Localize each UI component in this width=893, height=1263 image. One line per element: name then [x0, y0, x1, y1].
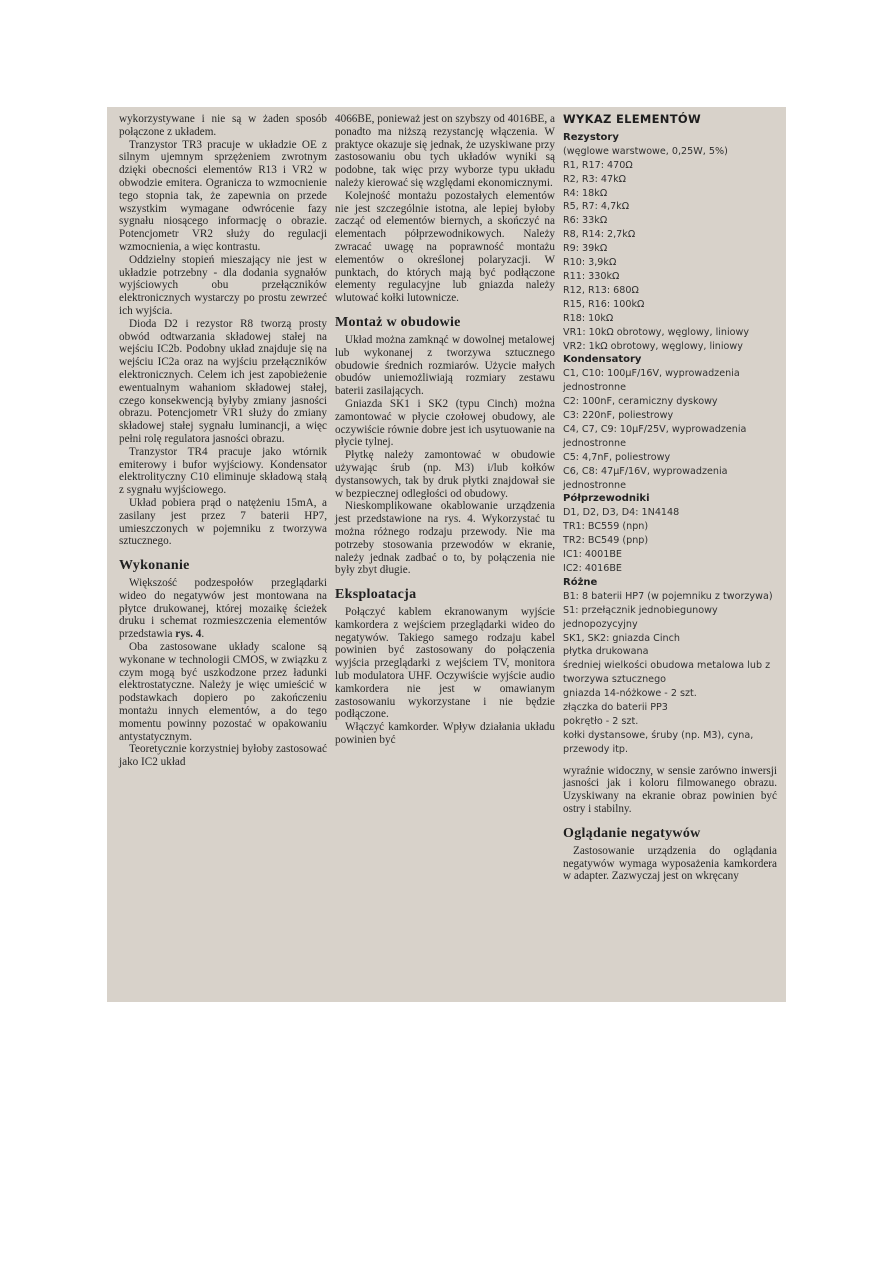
parts-list-item: średniej wielkości obudowa metalowa lub z tworzywa sztucznego	[563, 660, 771, 686]
paragraph-text: Tranzystor TR4 pracuje jako wtórnik emiterowy i bufor wyjściowy. Kondensator elektrolityczny C10 eliminuje składową stałą z sygnału wyjściowego.	[119, 445, 327, 497]
paragraph	[335, 449, 555, 500]
parts-list-item: C4, C7, C9: 10µF/25V, wyprowadzenia jednostronne	[563, 423, 747, 449]
parts-list-item: R4: 18kΩ	[563, 187, 608, 199]
parts-list-item: (węglowe warstwowe, 0,25W, 5%)	[563, 145, 728, 157]
paragraph	[335, 606, 555, 721]
parts-list-title: WYKAZ ELEMENTÓW	[563, 112, 701, 126]
parts-list-item: TR2: BC549 (pnp)	[563, 535, 649, 547]
paragraph	[119, 641, 327, 743]
paragraph	[119, 139, 327, 254]
parts-list-item: złączka do baterii PP3	[563, 702, 668, 714]
paragraph-text: Teoretycznie korzystniej byłoby zastosować jako IC2 układ	[119, 743, 327, 769]
parts-list-item: R15, R16: 100kΩ	[563, 298, 645, 310]
paragraph	[119, 497, 327, 548]
parts-list-item: R12, R13: 680Ω	[563, 284, 639, 296]
parts-list-item: D1, D2, D3, D4: 1N4148	[563, 507, 680, 519]
paragraph: wyraźnie widoczny, w sensie zarówno inwersji jasności jak i koloru filmowanego obrazu. Uzyskiwany na ekranie obraz powinien być ostry i stabilny.	[563, 764, 777, 816]
paragraph	[335, 398, 555, 449]
paragraph-text: Kolejność montażu pozostałych elementów nie jest szczególnie istotna, ale lepiej byłoby zacząć od elementów biernych, a skończyć na elementach półprzewodnikowych. Należy zwracać uwagę na poprawność montażu elementów o określonej polaryzacji. W punktach, do których mają być podłączone elementy regulacyjne lub gniazda należy wlutować kołki lutownicze.	[335, 189, 555, 305]
column-3	[563, 113, 777, 883]
parts-list-item: R2, R3: 47kΩ	[563, 173, 627, 185]
paragraph	[119, 318, 327, 446]
paragraph-text-part: .	[201, 628, 205, 641]
parts-group-resistors	[563, 145, 777, 354]
parts-group-heading: Kondensatory	[563, 354, 642, 366]
section-heading-wykonanie: Wykonanie	[119, 558, 190, 574]
parts-list-item: S1: przełącznik jednobiegunowy jednopozycyjny	[563, 604, 718, 630]
parts-list-item: C5: 4,7nF, poliestrowy	[563, 451, 671, 463]
parts-list-item: płytka drukowana	[563, 646, 649, 658]
paragraph-text: Oddzielny stopień mieszający nie jest w układzie potrzebny - dla dodania sygnałów wyjściowych obu przełączników elektronicznych wystarczy po prostu zewrzeć ich wyjścia.	[119, 253, 327, 317]
parts-list-item: gniazda 14-nóżkowe - 2 szt.	[563, 688, 697, 700]
parts-list-item: C1, C10: 100µF/16V, wyprowadzenia jednostronne	[563, 368, 740, 394]
paragraph	[563, 845, 777, 883]
parts-list-item: R1, R17: 470Ω	[563, 159, 633, 171]
paragraph	[335, 721, 555, 747]
parts-group-semiconductors	[563, 506, 777, 576]
paragraph	[335, 500, 555, 577]
paragraph-text: Zastosowanie urządzenia do oglądania negatywów wymaga wyposażenia kamkordera w adapter. Zazwyczaj jest on wkręcany	[563, 844, 777, 883]
parts-list-item: C6, C8: 47µF/16V, wyprowadzenia jednostronne	[563, 465, 728, 491]
paragraph-text: Płytkę należy zamontować w obudowie używając śrub (np. M3) i/lub kołków dystansowych, tak by druk płytki znajdował sie w bezpiecznej odległości od obudowy.	[335, 449, 555, 500]
column-1	[119, 113, 327, 769]
paragraph-text: Nieskomplikowane okablowanie urządzenia jest przedstawione na rys. 4. Wykorzystać tu można różnego rodzaju przewody. Nie ma potrzeby stosowania przewodów w ekranie, należy jednak zadbać o to, by połączenia nie były zbyt długie.	[335, 500, 555, 577]
paragraph-text-part: Większość podzespołów przeglądarki wideo do negatywów jest montowana na płytce drukowanej, której mozaikę ścieżek druku i schemat rozmieszczenia elementów przedstawia	[119, 577, 327, 641]
paragraph-text: Gniazda SK1 i SK2 (typu Cinch) można zamontować w płycie czołowej obudowy, ale oczywiście równie dobre jest ich usytuowanie na płycie tylnej.	[335, 397, 555, 449]
parts-list-item: C2: 100nF, ceramiczny dyskowy	[563, 396, 718, 408]
parts-list-item: R6: 33kΩ	[563, 215, 608, 227]
parts-list-item: IC1: 4001BE	[563, 549, 622, 561]
parts-list-item: R9: 39kΩ	[563, 243, 608, 255]
parts-list-item: VR2: 1kΩ obrotowy, węglowy, liniowy	[563, 340, 743, 352]
parts-group-heading: Różne	[563, 576, 598, 588]
paragraph: wykorzystywane i nie są w żaden sposób połączone z układem.	[119, 113, 327, 138]
paragraph	[119, 254, 327, 318]
paragraph: 4066BE, ponieważ jest on szybszy od 4016BE, a ponadto ma niższą rezystancję włączenia. W praktyce okazuje się jednak, że uzyskiwane przy zastosowaniu obu tych układów wyniki są podobne, tak więc przy wyborze typu układu należy kierować się względami ekonomicznymi.	[335, 113, 555, 189]
parts-list-item: pokrętło - 2 szt.	[563, 715, 639, 727]
paragraph	[119, 743, 327, 769]
parts-list-item: R10: 3,9kΩ	[563, 257, 617, 269]
parts-group-misc	[563, 590, 777, 757]
parts-list-item: R5, R7: 4,7kΩ	[563, 201, 630, 213]
paragraph	[335, 334, 555, 398]
paragraph-text: Układ pobiera prąd o natężeniu 15mA, a zasilany jest przez 7 baterii HP7, umieszczonych w pojemniku z tworzywa sztucznego.	[119, 496, 327, 548]
paragraph	[119, 577, 327, 641]
scanned-page	[107, 107, 786, 1002]
section-heading-montaz: Montaż w obudowie	[335, 314, 461, 330]
parts-list-item: TR1: BC559 (npn)	[563, 521, 649, 533]
parts-list-item: VR1: 10kΩ obrotowy, węglowy, liniowy	[563, 326, 750, 338]
parts-list-item: C3: 220nF, poliestrowy	[563, 410, 674, 422]
parts-list-item: R18: 10kΩ	[563, 312, 614, 324]
parts-list	[563, 113, 777, 757]
paragraph-text: Oba zastosowane układy scalone są wykonane w technologii CMOS, w związku z czym mogą być uszkodzone przez ładunki elektrostatyczne. Należy je więc umieścić w podstawkach dopiero po zakończeniu montażu innych elementów, a do tego momentu powinny pozostać w opakowaniu antystatycznym.	[119, 641, 327, 743]
parts-list-item: IC2: 4016BE	[563, 563, 622, 574]
parts-list-item: B1: 8 baterii HP7 (w pojemniku z tworzywa)	[563, 590, 773, 602]
parts-group-capacitors	[563, 367, 777, 492]
section-heading-eksploatacja: Eksploatacja	[335, 587, 417, 603]
parts-list-item: R11: 330kΩ	[563, 270, 620, 282]
column-2	[335, 113, 555, 747]
parts-group-heading: Półprzewodniki	[563, 493, 650, 505]
figure-reference: rys. 4	[175, 628, 202, 641]
parts-group-heading: Rezystory	[563, 131, 619, 143]
paragraph	[335, 190, 555, 305]
parts-list-item: kołki dystansowe, śruby (np. M3), cyna, przewody itp.	[563, 729, 754, 755]
paragraph-text: Tranzystor TR3 pracuje w układzie OE z silnym ujemnym sprzężeniem zwrotnym dzięki obecności elementów R13 i VR2 w obwodzie emitera. Ogranicza to wzmocnienie tego stopnia tak, że zapewnia on przede wszystkim wymagane odwrócenie fazy sygnału niosącego informację o obrazie. Potencjometr VR2 służy do regulacji wzmocnienia, a więc kontrastu.	[119, 138, 327, 253]
parts-list-item: R8, R14: 2,7kΩ	[563, 229, 636, 241]
paragraph-text: Połączyć kablem ekranowanym wyjście kamkordera z wejściem przeglądarki wideo do negatywów. Takiego samego rodzaju kabel powinien być zastosowany do połączenia wyjścia przeglądarki z wejściem TV, monitora lub modulatora UHF. Oczywiście wyjście audio kamkordera nie jest w omawianym zastosowaniu wykorzystane i nie będzie podłączone.	[335, 606, 555, 721]
paragraph-text: Włączyć kamkorder. Wpływ działania układu powinien być	[335, 721, 555, 747]
parts-list-item: SK1, SK2: gniazda Cinch	[563, 632, 680, 644]
paragraph-text	[119, 577, 327, 641]
paragraph	[119, 446, 327, 497]
paragraph-text: Układ można zamknąć w dowolnej metalowej lub wykonanej z tworzywa sztucznego obudowie średnich rozmiarów. Użycie małych obudów uniemożliwiają rozmiary zestawu baterii zasilających.	[335, 333, 555, 398]
paragraph-text: Dioda D2 i rezystor R8 tworzą prosty obwód odtwarzania składowej stałej na wejściu IC2b. Podobny układ znajduje się na wejściu IC2a oraz na wyjściu przełączników elektronicznych. Celem ich jest zapobieżenie ewentualnym wahaniom składowej stałej, czego konsekwencją byłyby zmiany jasności obrazu. Potencjometr VR1 służy do zmiany składowej stałej sygnału luminancji, a więc pełni rolę regulatora jasności obrazu.	[119, 317, 327, 445]
section-heading-ogladanie: Oglądanie negatywów	[563, 825, 701, 841]
